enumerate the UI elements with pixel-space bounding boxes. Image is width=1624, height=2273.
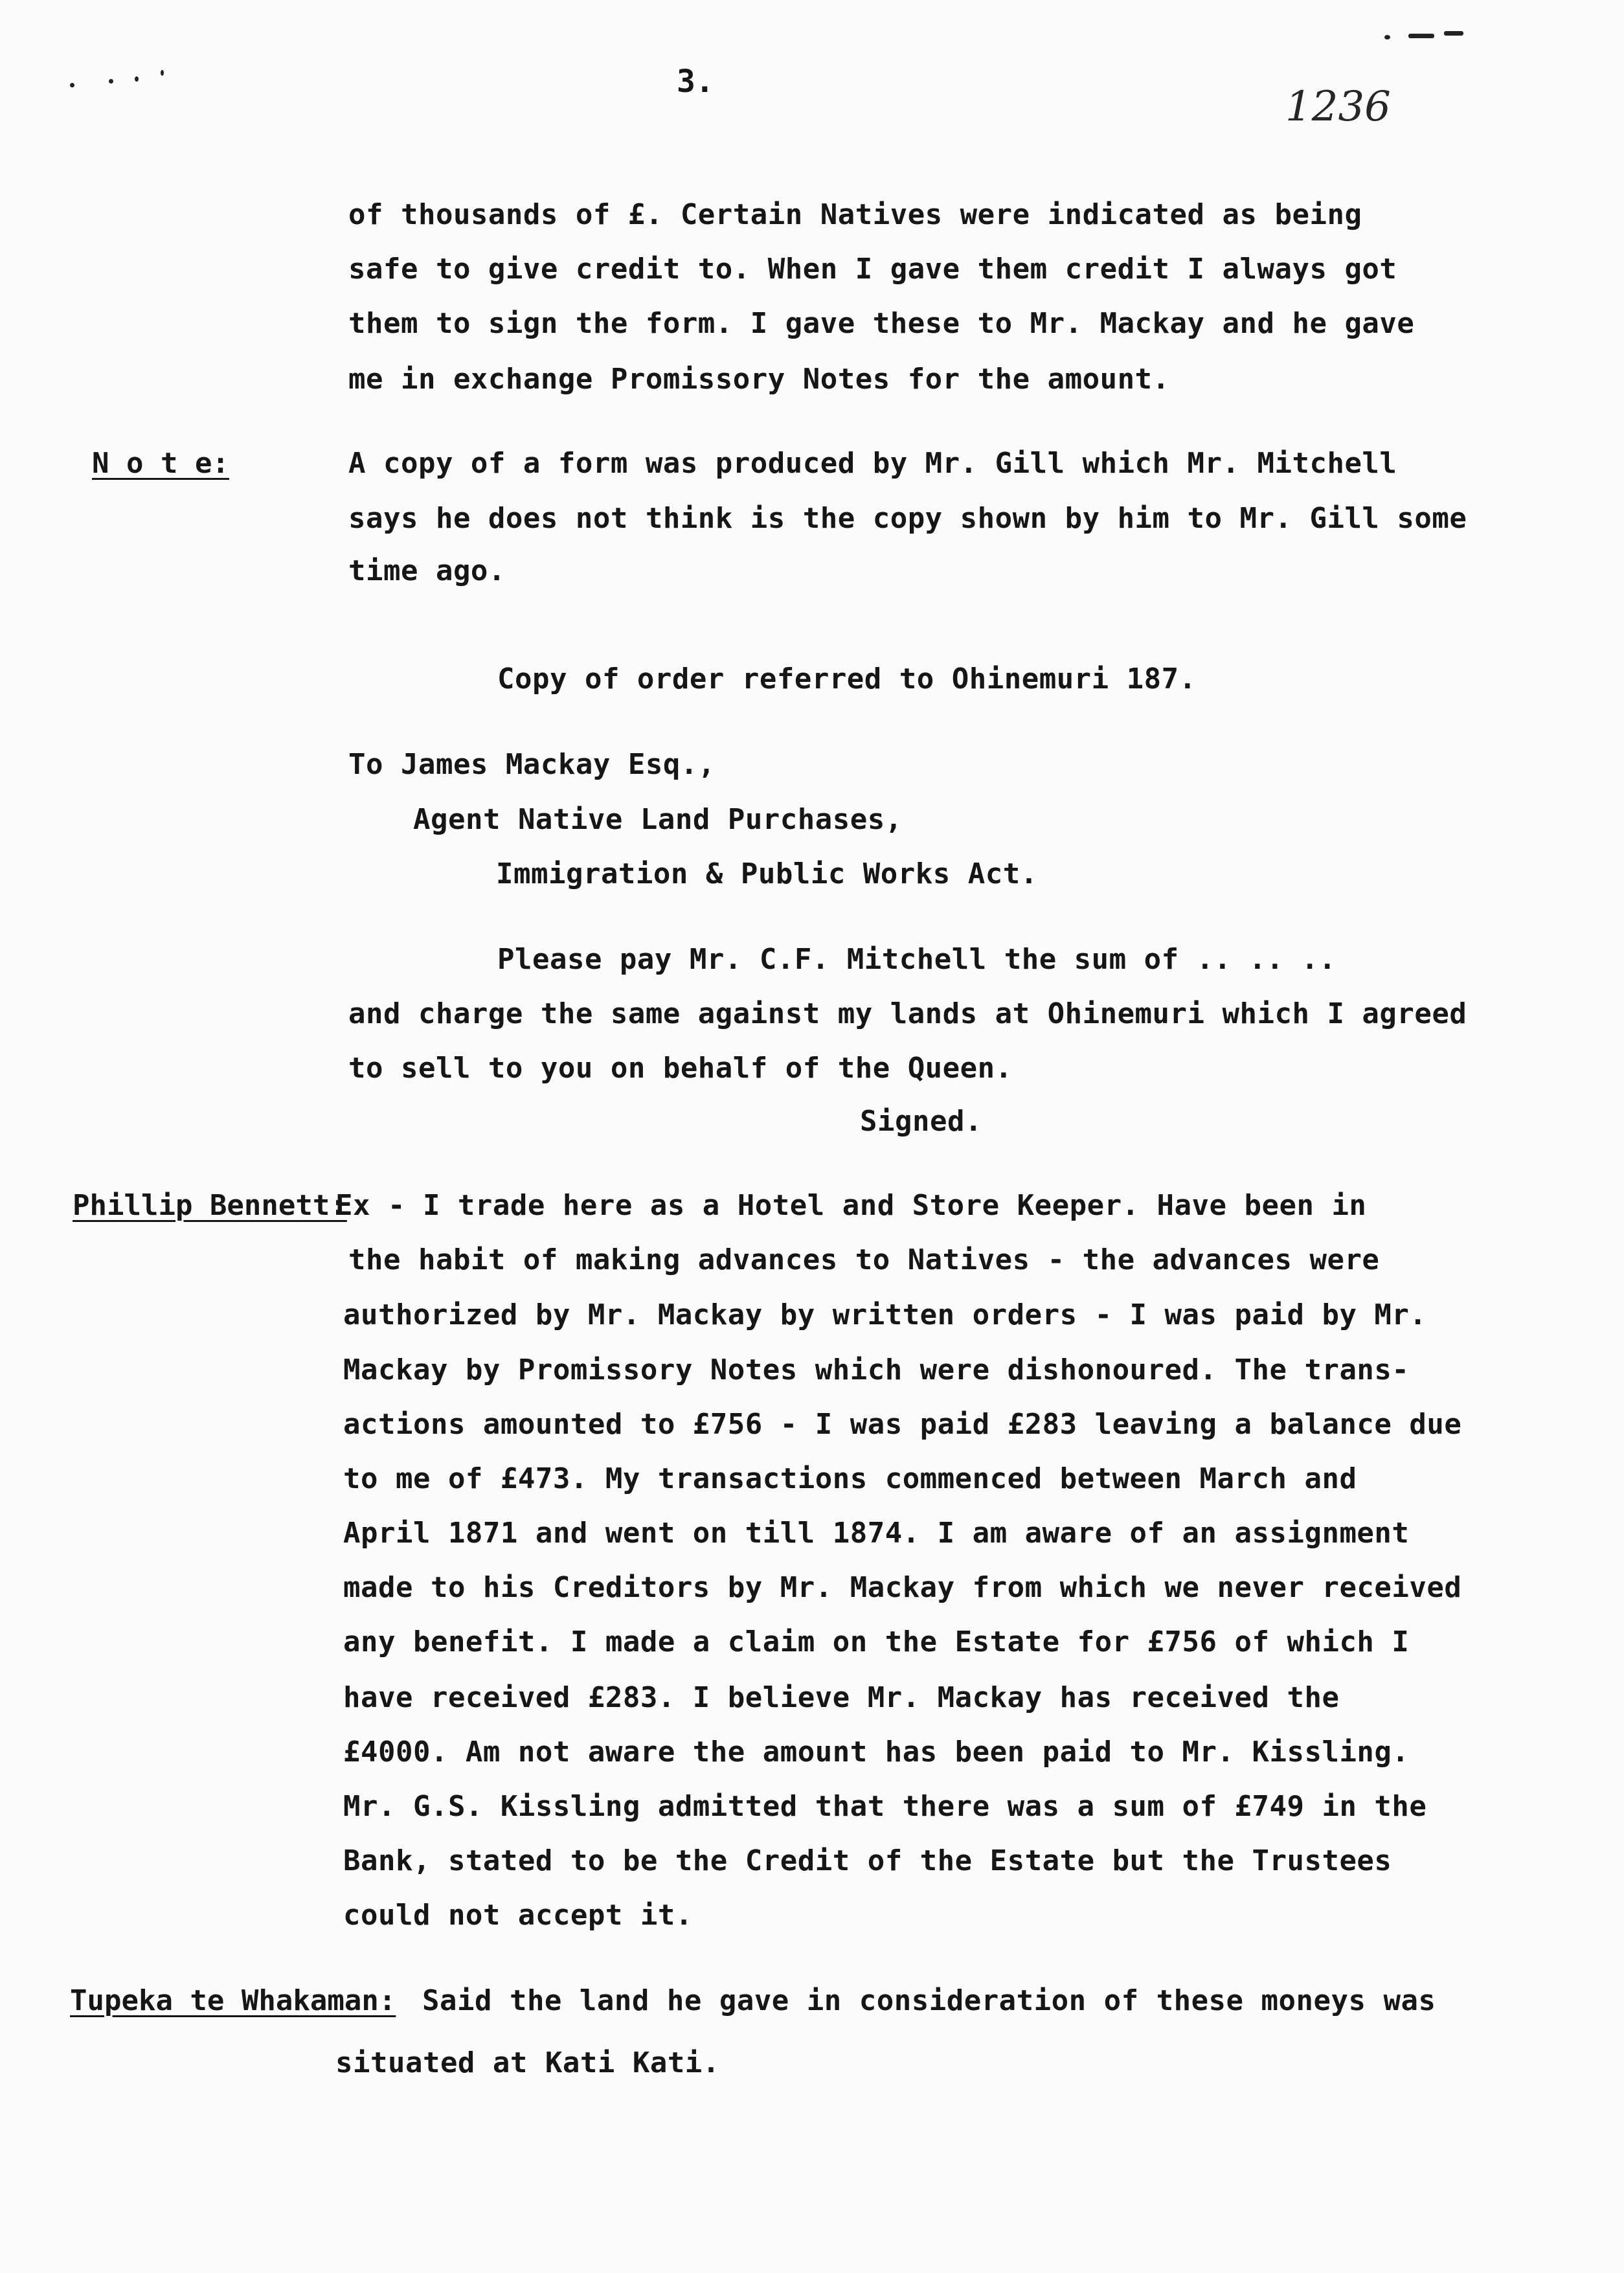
testimony-line: made to his Creditors by Mr. Mackay from which we never received: [343, 1571, 1462, 1604]
witness-label: Phillip Bennett:: [73, 1189, 347, 1222]
scan-speck: [161, 70, 164, 76]
order-title: Immigration & Public Works Act.: [496, 857, 1038, 890]
folio-number: 1236: [1285, 83, 1391, 131]
testimony-line: Said the land he gave in consideration of these moneys was: [422, 1984, 1436, 2017]
testimony-line: could not accept it.: [343, 1899, 693, 1932]
testimony-line: situated at Kati Kati.: [335, 2046, 720, 2079]
testimony-line: Mr. G.S. Kissling admitted that there was a sum of £749 in the: [343, 1790, 1427, 1823]
scan-speck: [109, 79, 113, 84]
paragraph-line: safe to give credit to. When I gave them credit I always got: [348, 253, 1397, 286]
testimony-line: the habit of making advances to Natives - the advances were: [348, 1243, 1380, 1276]
testimony-line: Bank, stated to be the Credit of the Estate but the Trustees: [343, 1844, 1392, 1877]
note-line: A copy of a form was produced by Mr. Gill which Mr. Mitchell: [348, 447, 1397, 480]
page-number: 3.: [677, 63, 714, 100]
testimony-line: have received £283. I believe Mr. Mackay has received the: [343, 1681, 1340, 1714]
order-body-line: to sell to you on behalf of the Queen.: [348, 1052, 1013, 1085]
paragraph-line: me in exchange Promissory Notes for the amount.: [348, 363, 1170, 396]
scan-speck: [1384, 35, 1390, 40]
testimony-line: actions amounted to £756 - I was paid £283 leaving a balance due: [343, 1408, 1462, 1441]
note-line: says he does not think is the copy shown by him to Mr. Gill some: [348, 502, 1467, 535]
testimony-line: Mackay by Promissory Notes which were dishonoured. The trans-: [343, 1353, 1410, 1386]
order-body-line: Please pay Mr. C.F. Mitchell the sum of .. .. ..: [497, 943, 1336, 976]
order-signed: Signed.: [860, 1105, 982, 1138]
testimony-line: authorized by Mr. Mackay by written orders - I was paid by Mr.: [343, 1298, 1427, 1331]
order-heading: Copy of order referred to Ohinemuri 187.: [497, 662, 1197, 695]
testimony-line: any benefit. I made a claim on the Estate for £756 of which I: [343, 1625, 1410, 1658]
scan-speck: [70, 83, 74, 87]
paragraph-line: them to sign the form. I gave these to Mr. Mackay and he gave: [348, 307, 1415, 340]
testimony-line: Ex - I trade here as a Hotel and Store Keeper. Have been in: [335, 1189, 1367, 1222]
order-addressee: To James Mackay Esq.,: [348, 748, 716, 781]
testimony-line: April 1871 and went on till 1874. I am aware of an assignment: [343, 1517, 1410, 1550]
order-body-line: and charge the same against my lands at Ohinemuri which I agreed: [348, 997, 1467, 1030]
scan-dash: [1408, 34, 1434, 38]
paragraph-line: of thousands of £. Certain Natives were indicated as being: [348, 198, 1362, 231]
note-line: time ago.: [348, 554, 506, 587]
testimony-line: to me of £473. My transactions commenced between March and: [343, 1462, 1357, 1495]
order-title: Agent Native Land Purchases,: [413, 803, 903, 836]
note-label: N o t e:: [92, 447, 229, 480]
witness-label: Tupeka te Whakaman:: [70, 1984, 396, 2017]
scan-dash: [1444, 31, 1463, 36]
testimony-line: £4000. Am not aware the amount has been paid to Mr. Kissling.: [343, 1736, 1410, 1769]
scan-speck: [135, 76, 139, 82]
